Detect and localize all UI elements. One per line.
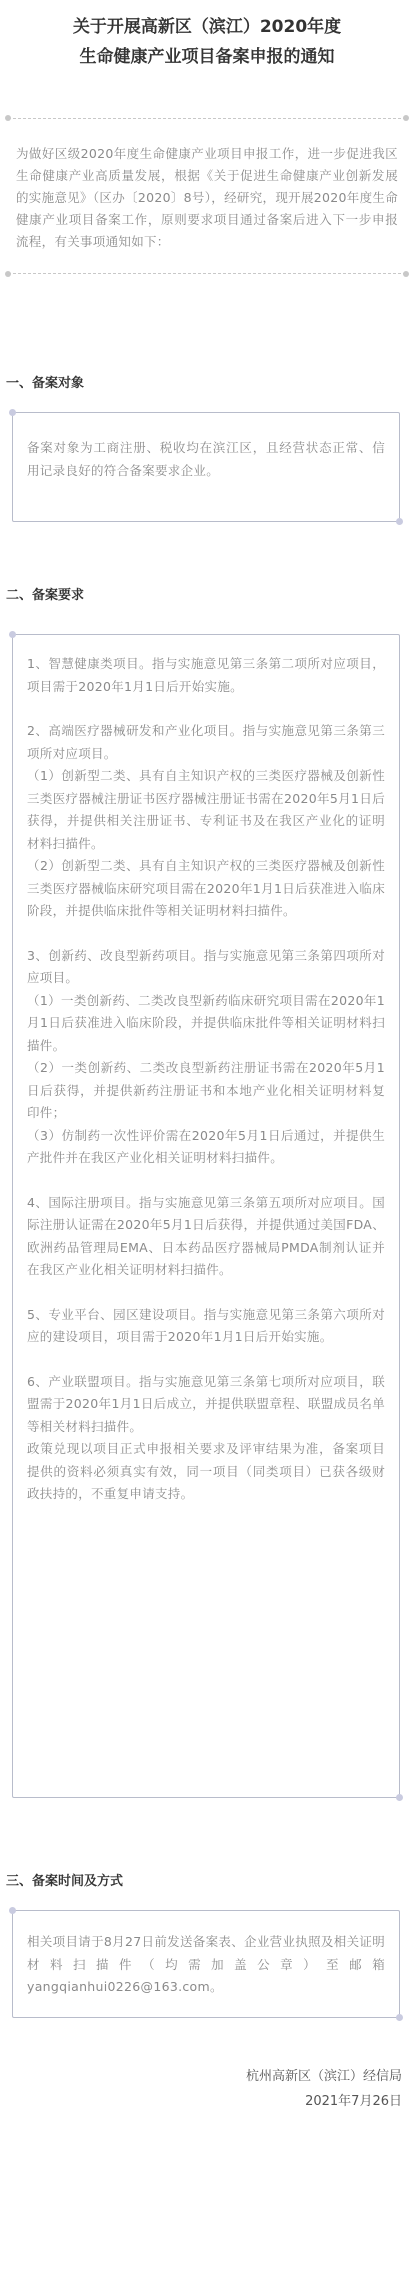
corner-dot — [9, 631, 16, 638]
intro-text: 为做好区级2020年度生命健康产业项目申报工作，进一步促进我区生命健康产业高质量发展，根据《关于促进生命健康产业创新发展的实施意见》（区办〔2020〕8号），经研究，现开展2020年度生命健康产业项目备案工作，原则要求项目通过备案后进入下一步申报流程，有关事项通知如下： — [16, 146, 398, 249]
corner-dot — [5, 271, 11, 277]
signature-date: 2021年7月26日 — [305, 2094, 402, 2109]
signature-org: 杭州高新区（滨江）经信局 — [245, 2069, 402, 2084]
corner-dot — [403, 115, 409, 121]
requirement-paragraph: 4、国际注册项目。指与实施意见第三条第五项所对应项目。国际注册认证需在2020年5月1日后获得，并提供通过美国FDA、欧洲药品管理局EMA、日本药品医疗器械局PMDA制剂认证并在我区产业化相关证明材料扫描件。 — [27, 1194, 385, 1277]
section-heading-requirements: 二、备案要求 — [6, 588, 85, 603]
section-heading-schedule: 三、备案时间及方式 — [6, 1874, 124, 1889]
requirement-paragraph: 政策兑现以项目正式申报相关要求及评审结果为准，备案项目提供的资料必须真实有效，同一项目（同类项目）已获各级财政扶持的，不重复申请支持。 — [27, 1441, 385, 1501]
requirement-paragraph: 3、创新药、改良型新药项目。指与实施意见第三条第四项所对应项目。 — [27, 947, 385, 985]
paragraph-gap — [27, 923, 385, 945]
section-text: 备案对象为工商注册、税收均在滨江区，且经营状态正常、信用记录良好的符合备案要求企业。 — [27, 440, 385, 478]
requirement-paragraph: （1）一类创新药、二类改良型新药临床研究项目需在2020年1月1日后获准进入临床阶段，并提供临床批件等相关证明材料扫描件。 — [27, 992, 385, 1053]
requirement-paragraph: （1）创新型二类、具有自主知识产权的三类医疗器械及创新性三类医疗器械注册证书医疗器械注册证书需在2020年5月1日后获得，并提供相关注册证书、专利证书及在我区产业化的证明材料扫描件。 — [27, 768, 385, 851]
section-box-schedule — [12, 1910, 400, 2018]
requirement-paragraph: 1、智慧健康类项目。指与实施意见第三条第二项所对应项目，项目需于2020年1月1日后开始实施。 — [27, 656, 385, 694]
corner-dot — [9, 1907, 16, 1914]
corner-dot — [5, 115, 11, 121]
section-heading-target: 一、备案对象 — [6, 376, 85, 391]
requirement-paragraph: （3）仿制药一次性评价需在2020年5月1日后通过，并提供生产批件并在我区产业化相关证明材料扫描件。 — [27, 1127, 385, 1165]
section-text: 相关项目请于8月27日前发送备案表、企业营业执照及相关证明材料扫描件（均需加盖公章）至邮箱yangqianhui0226@163.com。 — [27, 1934, 385, 1994]
paragraph-gap — [27, 1349, 385, 1371]
intro-block — [8, 118, 406, 274]
corner-dot — [396, 518, 403, 525]
title-line-1: 关于开展高新区（滨江）2020年度 — [72, 17, 342, 37]
paragraph-gap — [27, 698, 385, 720]
requirement-paragraph: （2）创新型二类、具有自主知识产权的三类医疗器械及创新性三类医疗器械临床研究项目需在2020年1月1日后获准进入临床阶段，并提供临床批件等相关证明材料扫描件。 — [27, 858, 385, 918]
requirement-paragraph: 2、高端医疗器械研发和产业化项目。指与实施意见第三条第三项所对应项目。 — [27, 723, 385, 761]
requirement-paragraph: 6、产业联盟项目。指与实施意见第三条第七项所对应项目，联盟需于2020年1月1日后成立，并提供联盟章程、联盟成员名单等相关材料扫描件。 — [27, 1373, 385, 1434]
corner-dot — [9, 409, 16, 416]
title-line-2: 生命健康产业项目备案申报的通知 — [79, 47, 335, 67]
corner-dot — [396, 1794, 403, 1801]
requirement-paragraph: 5、专业平台、园区建设项目。指与实施意见第三条第六项所对应的建设项目，项目需于2020年1月1日后开始实施。 — [27, 1306, 385, 1344]
signature-block — [246, 2064, 402, 2114]
corner-dot — [403, 271, 409, 277]
page-title — [0, 12, 414, 72]
section-box-requirements — [12, 634, 400, 1798]
section-box-target — [12, 412, 400, 522]
paragraph-gap — [27, 1282, 385, 1304]
paragraph-gap — [27, 1170, 385, 1192]
corner-dot — [396, 2014, 403, 2021]
requirements-list — [27, 653, 385, 1506]
requirement-paragraph: （2）一类创新药、二类改良型新药注册证书需在2020年5月1日后获得，并提供新药注册证书和本地产业化相关证明材料复印件； — [27, 1060, 385, 1120]
